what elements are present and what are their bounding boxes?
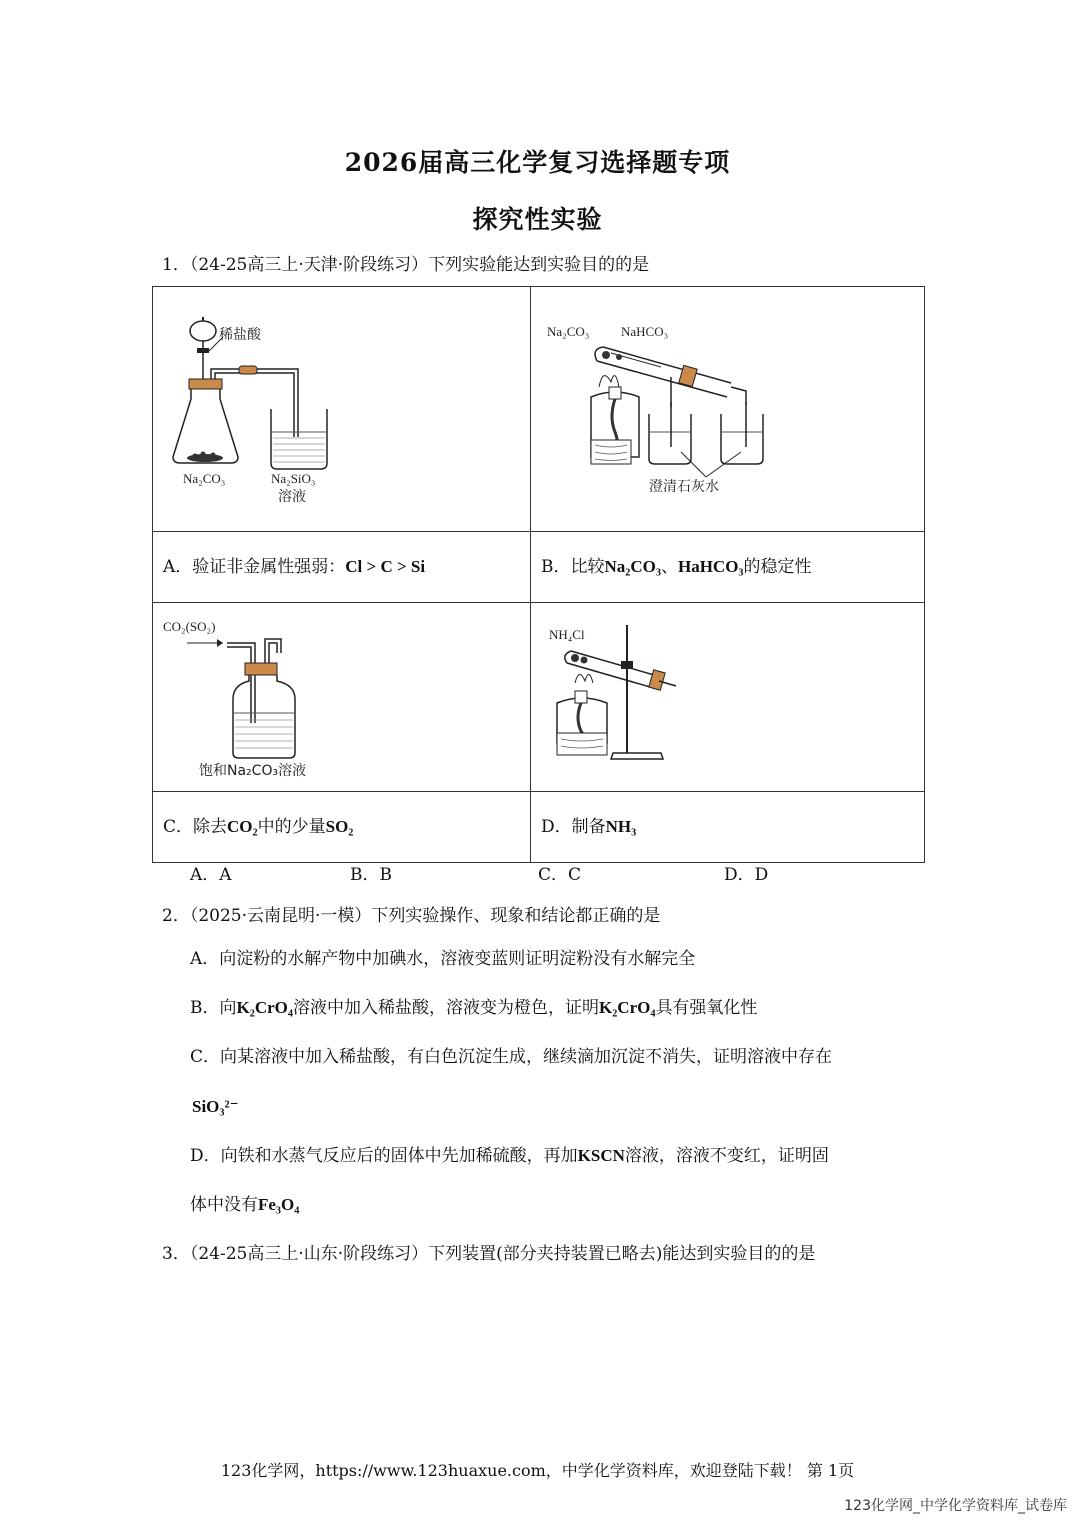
question-1-stem: 1．（24-25高三上·天津·阶段练习）下列实验能达到实验目的的是 bbox=[162, 255, 650, 275]
caption-d bbox=[531, 792, 925, 863]
caption-c-mid: 中的少量 bbox=[257, 817, 326, 837]
q2-option-d[interactable] bbox=[190, 1145, 829, 1167]
label-limewater: 澄清石灰水 bbox=[649, 479, 719, 495]
caption-c-formula-1: CO₂ bbox=[227, 817, 258, 836]
figure-b-apparatus bbox=[531, 287, 924, 527]
q2-d-formula-1: KSCN bbox=[577, 1146, 625, 1165]
q2-b-formula-1: K₂CrO₄ bbox=[236, 998, 293, 1017]
label-co2-so2: CO₂(SO₂) bbox=[163, 619, 216, 634]
q2-b-text-3: 具有强氧化性 bbox=[655, 998, 758, 1018]
page-footer: 123化学网，https://www.123huaxue.com，中学化学资料库，欢迎登陆下载！ 第 1页 bbox=[220, 1461, 855, 1480]
q2-option-c-formula bbox=[192, 1096, 239, 1118]
page-title: 2026届高三化学复习选择题专项 bbox=[344, 148, 731, 177]
q2-b-text-1: B．向 bbox=[190, 998, 237, 1018]
caption-a bbox=[153, 532, 531, 603]
caption-a-formula: Cl > C > Si bbox=[345, 557, 426, 576]
q2-d-text-1: D．向铁和水蒸气反应后的固体中先加稀硫酸，再加 bbox=[190, 1146, 578, 1166]
figure-c-cell bbox=[153, 603, 531, 792]
caption-b-text: B．比较 bbox=[541, 557, 605, 577]
q2-b-text-2: 溶液中加入稀盐酸，溶液变为橙色，证明 bbox=[292, 998, 599, 1018]
figure-d-cell bbox=[531, 603, 925, 792]
caption-b-formula-2: HaHCO₃ bbox=[677, 557, 744, 576]
figure-a-apparatus bbox=[153, 287, 530, 527]
q1-choice-d[interactable]: D．D bbox=[724, 865, 769, 885]
figure-d-apparatus bbox=[531, 603, 924, 787]
label-na2co3-b: Na₂CO₃ bbox=[547, 324, 590, 339]
caption-c-formula-2: SO₂ bbox=[325, 817, 354, 836]
q2-option-a[interactable]: A．向淀粉的水解产物中加碘水，溶液变蓝则证明淀粉没有水解完全 bbox=[190, 949, 696, 969]
caption-d-text: D．制备 bbox=[541, 817, 606, 837]
q2-option-c[interactable] bbox=[190, 1046, 832, 1068]
label-solution: 溶液 bbox=[278, 489, 306, 505]
label-nahco3-b: NaHCO₃ bbox=[621, 324, 669, 339]
q2-d-text-3: 体中没有 bbox=[190, 1195, 258, 1215]
label-nh4cl: NH₄Cl bbox=[549, 627, 585, 642]
figure-b-cell bbox=[531, 287, 925, 532]
q1-choice-c[interactable]: C．C bbox=[538, 865, 582, 885]
q2-c-text: C．向某溶液中加入稀盐酸，有白色沉淀生成，继续滴加沉淀不消失，证明溶液中存在 bbox=[190, 1047, 833, 1067]
caption-b-separator: 、 bbox=[660, 557, 678, 577]
q2-c-formula: SiO₃²⁻ bbox=[192, 1097, 239, 1116]
caption-c-text: C．除去 bbox=[163, 817, 228, 837]
q2-d-formula-2: Fe₃O₄ bbox=[258, 1195, 300, 1214]
q2-b-formula-2: K₂CrO₄ bbox=[598, 998, 656, 1017]
label-na2sio3: Na₂SiO₃ bbox=[271, 471, 316, 486]
label-dilute-hcl: 稀盐酸 bbox=[219, 327, 261, 343]
figure-c-apparatus bbox=[153, 603, 530, 787]
question-2-stem: 2．（2025·云南昆明·一模）下列实验操作、现象和结论都正确的是 bbox=[162, 906, 661, 926]
q2-option-d-continued bbox=[190, 1194, 299, 1216]
label-na2co3: Na₂CO₃ bbox=[183, 471, 226, 486]
question-3-stem: 3．（24-25高三上·山东·阶段练习）下列装置(部分夹持装置已略去)能达到实验目的的是 bbox=[162, 1244, 816, 1264]
q2-d-text-2: 溶液，溶液不变红，证明固 bbox=[624, 1146, 829, 1166]
caption-a-text: A．验证非金属性强弱： bbox=[163, 557, 346, 577]
caption-b-suffix: 的稳定性 bbox=[743, 557, 812, 577]
page-subtitle: 探究性实验 bbox=[472, 205, 603, 234]
watermark: 123化学网_中学化学资料库_试卷库 bbox=[844, 1498, 1067, 1514]
label-saturated-na2co3: 饱和Na₂CO₃溶液 bbox=[199, 763, 307, 779]
caption-b bbox=[531, 532, 925, 603]
caption-d-formula: NH₃ bbox=[605, 817, 637, 836]
caption-b-formula-1: Na₂CO₃ bbox=[604, 557, 661, 576]
q2-option-b[interactable] bbox=[190, 997, 757, 1019]
figure-a-cell bbox=[153, 287, 531, 532]
caption-c bbox=[153, 792, 531, 863]
q1-choice-b[interactable]: B．B bbox=[350, 865, 392, 885]
question-1-figure-table bbox=[152, 286, 925, 863]
q1-choice-a[interactable]: A．A bbox=[190, 865, 232, 885]
